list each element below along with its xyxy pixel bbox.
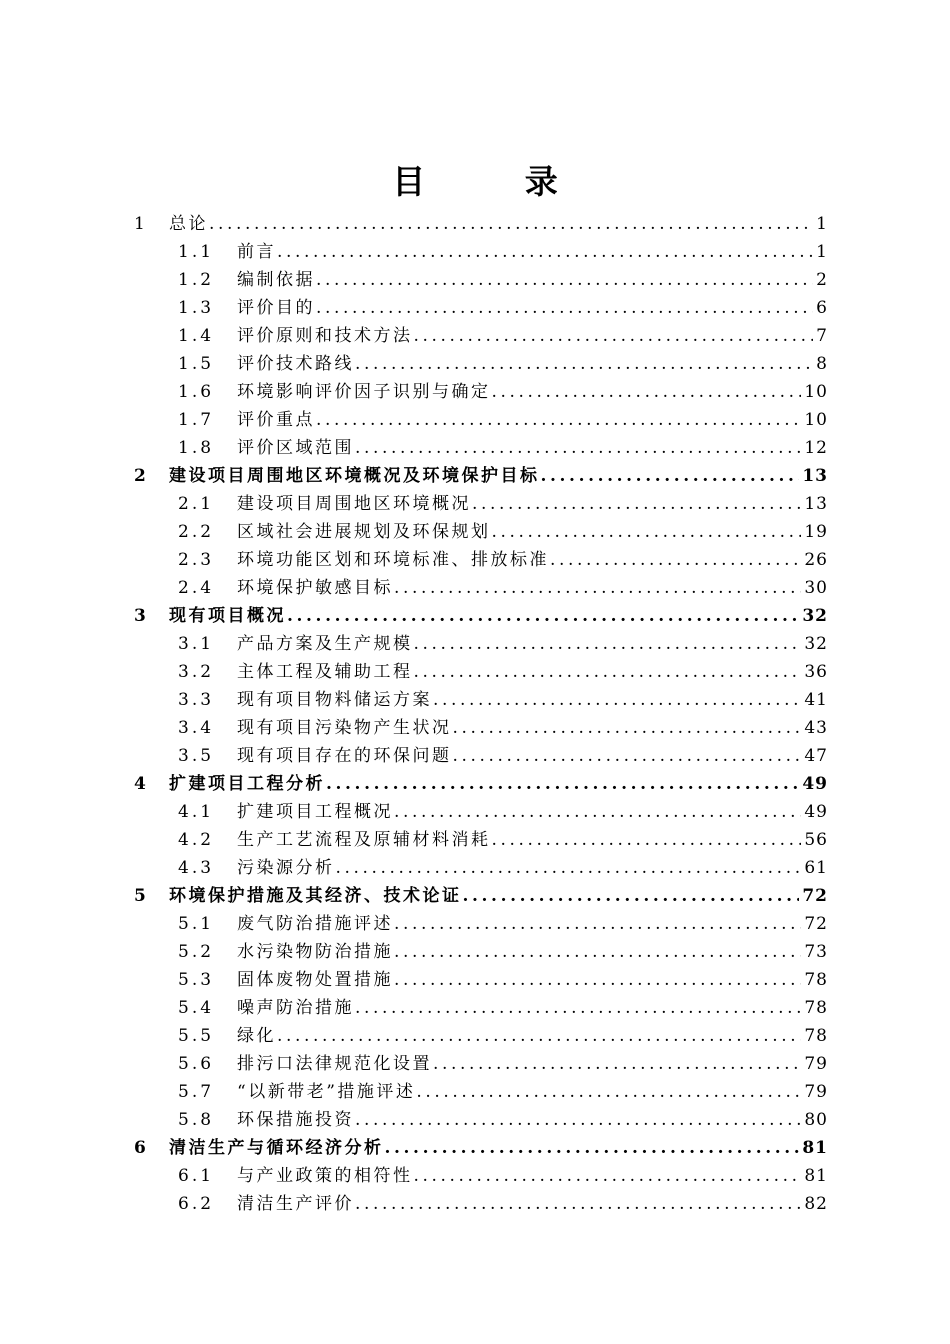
toc-section-row[interactable] (134, 350, 828, 378)
toc-page-number: 12 (804, 438, 828, 458)
toc-entry-number: 5.2 (178, 942, 215, 962)
toc-page-number: 79 (804, 1054, 828, 1074)
toc-entry-number: 4.1 (178, 802, 215, 822)
toc-entry-label: 评价技术路线 (237, 354, 354, 374)
toc-page-number: 2 (816, 270, 828, 290)
toc-entry-label: 绿化 (237, 1026, 276, 1046)
toc-dot-leader (492, 826, 802, 854)
toc-entry-label: 评价区域范围 (237, 438, 354, 458)
toc-page-number: 73 (804, 942, 828, 962)
toc-dot-leader (394, 910, 801, 938)
toc-page-number: 80 (804, 1110, 828, 1130)
toc-entry-number: 1.1 (178, 242, 215, 262)
toc-entry-number: 5 (134, 886, 149, 906)
toc-chapter-row[interactable] (134, 602, 828, 630)
toc-entry-label: 总论 (169, 214, 208, 234)
table-of-contents (134, 210, 828, 1218)
toc-section-row[interactable] (134, 994, 828, 1022)
toc-section-row[interactable] (134, 546, 828, 574)
toc-page-number: 72 (802, 886, 828, 906)
toc-page-number: 8 (816, 354, 828, 374)
toc-page-number: 1 (816, 214, 828, 234)
toc-dot-leader (326, 770, 799, 798)
toc-entry-label: 清洁生产评价 (237, 1194, 354, 1214)
toc-page-number: 13 (802, 466, 828, 486)
toc-entry-label: 环境保护措施及其经济、技术论证 (169, 886, 462, 906)
toc-section-row[interactable] (134, 378, 828, 406)
toc-dot-leader (355, 434, 801, 462)
toc-dot-leader (492, 378, 802, 406)
toc-entry-label: 建设项目周围地区环境概况及环境保护目标 (169, 466, 540, 486)
toc-entry-number: 5.6 (178, 1054, 215, 1074)
toc-entry-number: 4.3 (178, 858, 215, 878)
toc-entry-number: 5.8 (178, 1110, 215, 1130)
toc-dot-leader (277, 238, 813, 266)
toc-entry-number: 4.2 (178, 830, 215, 850)
toc-page-number: 7 (816, 326, 828, 346)
toc-section-row[interactable] (134, 658, 828, 686)
toc-dot-leader (472, 490, 801, 518)
toc-entry-label: 现有项目物料储运方案 (237, 690, 432, 710)
toc-page-number: 81 (804, 1166, 828, 1186)
toc-entry-label: 现有项目存在的环保问题 (237, 746, 452, 766)
toc-entry-number: 1.8 (178, 438, 215, 458)
toc-dot-leader (355, 1106, 801, 1134)
toc-section-row[interactable] (134, 910, 828, 938)
toc-dot-leader (209, 210, 813, 238)
toc-entry-number: 1.6 (178, 382, 215, 402)
toc-entry-number: 4 (134, 774, 149, 794)
toc-section-row[interactable] (134, 1190, 828, 1218)
toc-page-number: 36 (804, 662, 828, 682)
toc-dot-leader (550, 546, 801, 574)
toc-section-row[interactable] (134, 630, 828, 658)
toc-section-row[interactable] (134, 938, 828, 966)
toc-entry-number: 3.1 (178, 634, 215, 654)
toc-dot-leader (414, 322, 814, 350)
toc-dot-leader (394, 938, 801, 966)
toc-page-number: 61 (804, 858, 828, 878)
toc-entry-label: 建设项目周围地区环境概况 (237, 494, 471, 514)
toc-entry-number: 1.5 (178, 354, 215, 374)
toc-entry-label: 前言 (237, 242, 276, 262)
toc-section-row[interactable] (134, 1078, 828, 1106)
toc-entry-number: 1.7 (178, 410, 215, 430)
toc-dot-leader (287, 602, 799, 630)
toc-dot-leader (355, 994, 801, 1022)
page-title: 目 录 (392, 162, 602, 201)
toc-dot-leader (414, 630, 802, 658)
toc-section-row[interactable] (134, 1022, 828, 1050)
toc-dot-leader (394, 966, 801, 994)
toc-page-number: 81 (802, 1138, 828, 1158)
toc-page-number: 10 (804, 382, 828, 402)
toc-entry-label: 生产工艺流程及原辅材料消耗 (237, 830, 491, 850)
toc-dot-leader (394, 798, 801, 826)
toc-dot-leader (416, 1078, 801, 1106)
toc-section-row[interactable] (134, 294, 828, 322)
toc-section-row[interactable] (134, 854, 828, 882)
toc-entry-number: 6.1 (178, 1166, 215, 1186)
toc-section-row[interactable] (134, 518, 828, 546)
toc-entry-number: 1.3 (178, 298, 215, 318)
toc-section-row[interactable] (134, 322, 828, 350)
toc-dot-leader (316, 266, 813, 294)
toc-entry-label: 现有项目污染物产生状况 (237, 718, 452, 738)
toc-dot-leader (336, 854, 802, 882)
toc-entry-label: 环保措施投资 (237, 1110, 354, 1130)
toc-page-number: 49 (804, 802, 828, 822)
toc-chapter-row[interactable] (134, 1134, 828, 1162)
toc-dot-leader (355, 1190, 801, 1218)
toc-entry-label: 环境功能区划和环境标准、排放标准 (237, 550, 549, 570)
toc-entry-number: 1.2 (178, 270, 215, 290)
toc-dot-leader (453, 742, 802, 770)
toc-entry-label: 区域社会进展规划及环保规划 (237, 522, 491, 542)
toc-dot-leader (492, 518, 802, 546)
toc-section-row[interactable] (134, 686, 828, 714)
toc-entry-number: 5.5 (178, 1026, 215, 1046)
toc-page-number: 78 (804, 970, 828, 990)
toc-entry-label: 评价重点 (237, 410, 315, 430)
toc-dot-leader (414, 658, 802, 686)
toc-page-number: 10 (804, 410, 828, 430)
toc-page-number: 30 (804, 578, 828, 598)
toc-entry-number: 2.2 (178, 522, 215, 542)
toc-section-row[interactable] (134, 714, 828, 742)
toc-dot-leader (541, 462, 800, 490)
toc-dot-leader (453, 714, 802, 742)
toc-entry-number: 1.4 (178, 326, 215, 346)
toc-entry-number: 5.1 (178, 914, 215, 934)
toc-entry-label: 编制依据 (237, 270, 315, 290)
toc-section-row[interactable] (134, 266, 828, 294)
toc-page-number: 82 (804, 1194, 828, 1214)
toc-entry-number: 3.2 (178, 662, 215, 682)
toc-section-row[interactable] (134, 238, 828, 266)
toc-entry-label: 废气防治措施评述 (237, 914, 393, 934)
toc-entry-number: 1 (134, 214, 148, 234)
toc-page-number: 47 (804, 746, 828, 766)
toc-section-row[interactable] (134, 798, 828, 826)
toc-dot-leader (394, 574, 801, 602)
toc-chapter-row[interactable] (134, 882, 828, 910)
toc-dot-leader (433, 1050, 801, 1078)
toc-entry-label: 与产业政策的相符性 (237, 1166, 413, 1186)
toc-entry-label: 清洁生产与循环经济分析 (169, 1138, 384, 1158)
toc-page-number: 32 (802, 606, 828, 626)
toc-entry-label: 扩建项目工程分析 (169, 774, 325, 794)
toc-entry-label: 水污染物防治措施 (237, 942, 393, 962)
toc-entry-label: 排污口法律规范化设置 (237, 1054, 432, 1074)
toc-entry-label: 扩建项目工程概况 (237, 802, 393, 822)
toc-entry-label: “以新带老”措施评述 (237, 1082, 416, 1102)
toc-entry-number: 6.2 (178, 1194, 215, 1214)
toc-dot-leader (316, 406, 801, 434)
toc-page-number: 56 (804, 830, 828, 850)
toc-entry-number: 3.5 (178, 746, 215, 766)
toc-section-row[interactable] (134, 966, 828, 994)
toc-dot-leader (316, 294, 813, 322)
toc-entry-label: 主体工程及辅助工程 (237, 662, 413, 682)
toc-page-number: 32 (804, 634, 828, 654)
toc-entry-number: 2.3 (178, 550, 215, 570)
toc-page-number: 43 (804, 718, 828, 738)
toc-entry-label: 现有项目概况 (169, 606, 286, 626)
toc-chapter-row[interactable] (134, 210, 828, 238)
toc-page-number: 78 (804, 1026, 828, 1046)
toc-page-number: 72 (804, 914, 828, 934)
toc-section-row[interactable] (134, 406, 828, 434)
toc-entry-label: 污染源分析 (237, 858, 335, 878)
toc-page-number: 26 (804, 550, 828, 570)
toc-entry-number: 3 (134, 606, 149, 626)
toc-dot-leader (414, 1162, 802, 1190)
toc-section-row[interactable] (134, 1162, 828, 1190)
toc-section-row[interactable] (134, 826, 828, 854)
toc-entry-number: 5.7 (178, 1082, 215, 1102)
toc-entry-number: 3.4 (178, 718, 215, 738)
toc-entry-label: 环境影响评价因子识别与确定 (237, 382, 491, 402)
toc-page-number: 78 (804, 998, 828, 1018)
toc-chapter-row[interactable] (134, 770, 828, 798)
toc-page-number: 49 (802, 774, 828, 794)
toc-entry-number: 2.1 (178, 494, 215, 514)
toc-entry-number: 5.4 (178, 998, 215, 1018)
toc-page-number: 41 (804, 690, 828, 710)
toc-entry-number: 2 (134, 466, 149, 486)
toc-page-number: 13 (804, 494, 828, 514)
toc-entry-number: 2.4 (178, 578, 215, 598)
toc-page-number: 79 (804, 1082, 828, 1102)
toc-entry-label: 环境保护敏感目标 (237, 578, 393, 598)
toc-section-row[interactable] (134, 742, 828, 770)
toc-dot-leader (277, 1022, 801, 1050)
toc-page-number: 19 (804, 522, 828, 542)
toc-chapter-row[interactable] (134, 462, 828, 490)
toc-entry-label: 评价原则和技术方法 (237, 326, 413, 346)
toc-entry-number: 3.3 (178, 690, 215, 710)
toc-entry-number: 5.3 (178, 970, 215, 990)
toc-section-row[interactable] (134, 434, 828, 462)
toc-page-number: 6 (816, 298, 828, 318)
toc-dot-leader (463, 882, 800, 910)
toc-section-row[interactable] (134, 490, 828, 518)
toc-entry-label: 固体废物处置措施 (237, 970, 393, 990)
toc-dot-leader (433, 686, 801, 714)
toc-entry-label: 产品方案及生产规模 (237, 634, 413, 654)
toc-entry-number: 6 (134, 1138, 149, 1158)
toc-page-number: 1 (816, 242, 828, 262)
toc-section-row[interactable] (134, 1050, 828, 1078)
toc-section-row[interactable] (134, 1106, 828, 1134)
toc-entry-label: 评价目的 (237, 298, 315, 318)
toc-section-row[interactable] (134, 574, 828, 602)
toc-entry-label: 噪声防治措施 (237, 998, 354, 1018)
toc-dot-leader (355, 350, 813, 378)
toc-dot-leader (385, 1134, 800, 1162)
